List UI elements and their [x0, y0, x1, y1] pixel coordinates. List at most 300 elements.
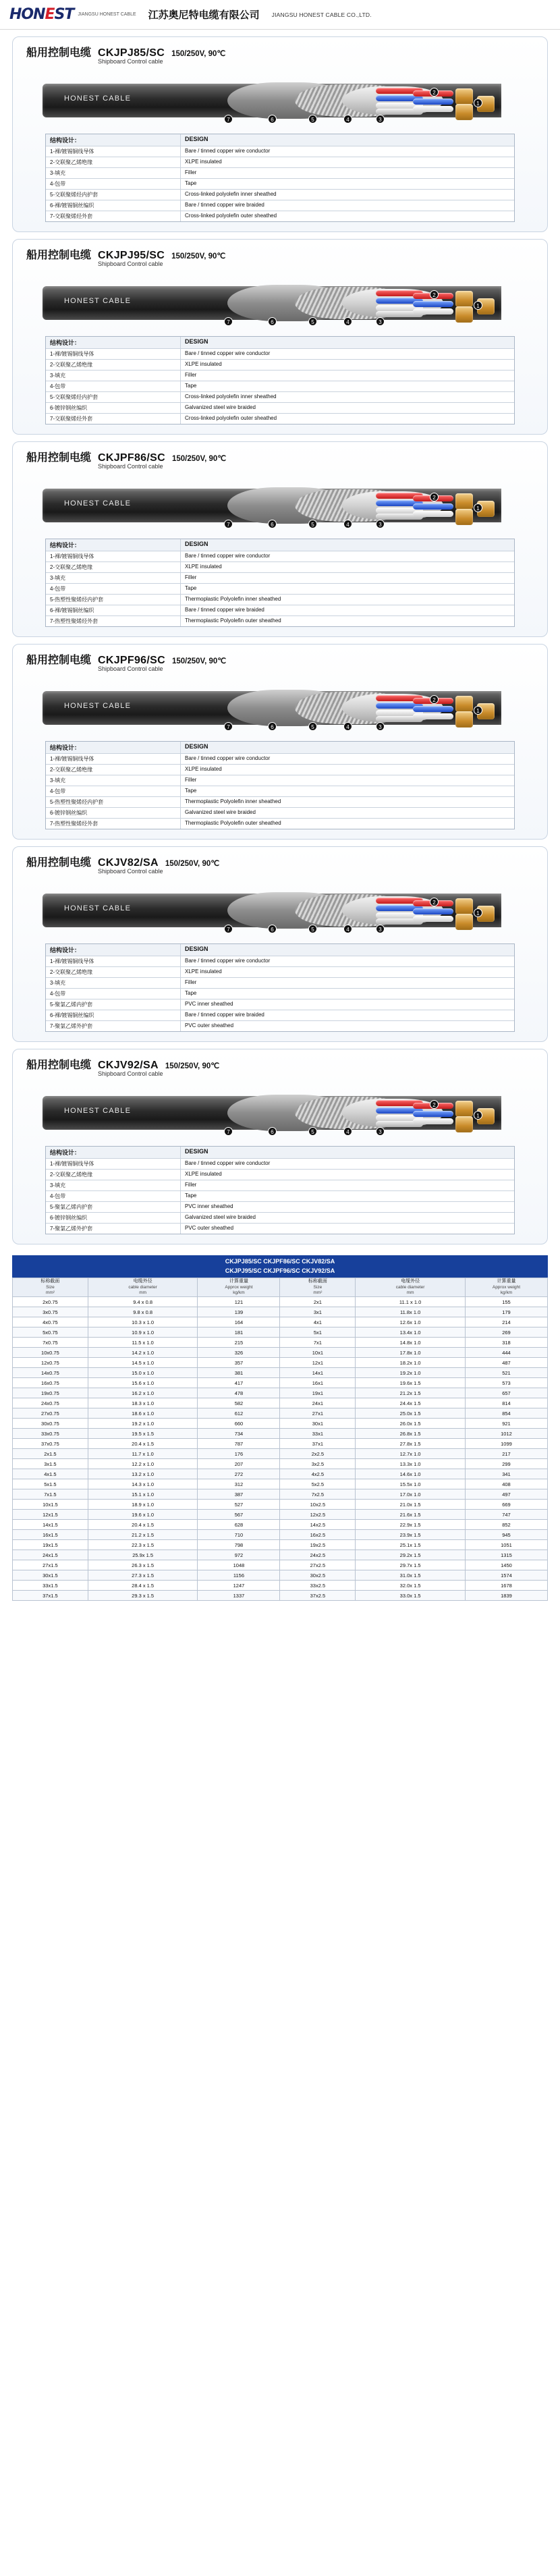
design-label-en: Tape — [185, 1193, 197, 1199]
design-row — [46, 179, 514, 190]
cell-diameter-right: 23.9x 1.5 — [356, 1530, 466, 1540]
cell-size-left: 30x1.5 — [13, 1570, 88, 1581]
design-label-en: Thermoplastic Polyolefin outer sheathed — [185, 618, 281, 624]
callout-marker-6: 6 — [268, 317, 277, 326]
table-row — [13, 1489, 548, 1500]
callout-marker-6: 6 — [268, 722, 277, 731]
design-label-en: Cross-linked polyolefin inner sheathed — [185, 393, 277, 400]
cell-size-right: 2x2.5 — [280, 1449, 356, 1459]
cell-weight-left: 710 — [198, 1530, 280, 1540]
cell-weight-right: 814 — [465, 1398, 547, 1408]
cell-weight-left: 527 — [198, 1500, 280, 1510]
header-weight-right — [465, 1278, 547, 1297]
design-row — [46, 978, 514, 989]
design-row — [46, 786, 514, 797]
design-row — [46, 211, 514, 221]
design-label-cn: 1-裸/镀锡铜线导体 — [46, 349, 181, 359]
cell-size-right: 7x1 — [280, 1338, 356, 1348]
cell-size-right: 10x1 — [280, 1348, 356, 1358]
cell-size-left: 12x0.75 — [13, 1358, 88, 1368]
copper-conductor — [455, 493, 473, 510]
copper-conductor — [455, 509, 473, 525]
header-size-unit: mm² — [45, 1290, 55, 1295]
design-label-en: Thermoplastic Polyolefin inner sheathed — [185, 798, 281, 804]
header-weight-cn-2: 计算重量 — [497, 1279, 516, 1284]
header-dia-en: cable diameter — [128, 1284, 157, 1290]
cell-size-right: 37x1 — [280, 1439, 356, 1449]
cell-weight-right: 299 — [465, 1459, 547, 1469]
product-model: CKJPJ95/SC — [98, 250, 165, 261]
banner-line-1: CKJPJ85/SC CKJPF86/SC CKJV82/SA — [225, 1258, 335, 1265]
design-label-cn: 3-填充 — [46, 1180, 181, 1190]
design-row — [46, 765, 514, 775]
design-row — [46, 1170, 514, 1180]
design-label-cn: 6-镀锌钢丝编织 — [46, 403, 181, 413]
cell-diameter-left: 18.9 x 1.0 — [88, 1500, 198, 1510]
cell-weight-left: 121 — [198, 1297, 280, 1307]
header-weight-left — [198, 1278, 280, 1297]
cell-size-left: 27x0.75 — [13, 1408, 88, 1419]
cell-diameter-left: 29.3 x 1.5 — [88, 1591, 198, 1601]
product-card — [12, 239, 548, 435]
callout-marker-2: 2 — [430, 88, 439, 97]
cable-illustration — [25, 271, 535, 333]
copper-conductor — [455, 1101, 473, 1117]
design-label-cn: 4-包带 — [46, 989, 181, 999]
design-label-en: PVC outer sheathed — [185, 1022, 234, 1029]
cell-size-left: 4x1.5 — [13, 1469, 88, 1479]
table-row — [13, 1449, 548, 1459]
cell-size-right: 5x2.5 — [280, 1479, 356, 1489]
cell-diameter-right: 25.1x 1.5 — [356, 1540, 466, 1550]
design-header-row — [46, 337, 514, 349]
cell-diameter-left: 25.9x 1.5 — [88, 1550, 198, 1560]
cell-weight-left: 628 — [198, 1520, 280, 1530]
cell-weight-left: 312 — [198, 1479, 280, 1489]
cable-brand-print: HONEST CABLE — [64, 297, 132, 305]
design-header-en: DESIGN — [185, 946, 208, 952]
cell-diameter-left: 15.0 x 1.0 — [88, 1368, 198, 1378]
product-spec: 150/250V, 90℃ — [171, 657, 227, 665]
cable-core — [413, 706, 453, 712]
product-title-cn: 船用控制电缆 — [26, 857, 92, 869]
design-label-cn: 6-镀锌钢丝编织 — [46, 808, 181, 818]
cable-brand-print: HONEST CABLE — [64, 904, 132, 912]
callout-marker-5: 5 — [308, 520, 317, 528]
cell-diameter-right: 12.6x 1.0 — [356, 1317, 466, 1327]
design-label-en: Filler — [185, 1182, 197, 1188]
design-label-en: Cross-linked polyolefin outer sheathed — [185, 213, 277, 219]
cable-core — [413, 99, 453, 105]
cell-diameter-right: 18.2x 1.0 — [356, 1358, 466, 1368]
design-label-en: Filler — [185, 574, 197, 580]
cell-diameter-left: 12.2 x 1.0 — [88, 1459, 198, 1469]
header-size-right — [280, 1278, 356, 1297]
cell-size-left: 7x0.75 — [13, 1338, 88, 1348]
callout-marker-4: 4 — [343, 317, 352, 326]
design-table — [45, 1146, 515, 1234]
design-label-en: XLPE insulated — [185, 1171, 222, 1177]
cable-cores — [376, 289, 504, 317]
copper-conductor — [455, 898, 473, 914]
header-diameter-right — [356, 1278, 466, 1297]
header-weight-unit-2: kg/km — [500, 1290, 513, 1295]
cell-size-left: 19x0.75 — [13, 1388, 88, 1398]
cell-diameter-right: 22.9x 1.5 — [356, 1520, 466, 1530]
table-row — [13, 1520, 548, 1530]
design-label-en: Bare / tinned copper wire braided — [185, 1012, 264, 1018]
table-row — [13, 1469, 548, 1479]
cell-size-right: 24x1 — [280, 1398, 356, 1408]
cell-diameter-right: 31.0x 1.5 — [356, 1570, 466, 1581]
callout-marker-7: 7 — [224, 1127, 233, 1136]
design-row — [46, 573, 514, 584]
design-label-en: Galvanized steel wire braided — [185, 404, 256, 410]
copper-conductor — [455, 914, 473, 930]
cell-weight-right: 747 — [465, 1510, 547, 1520]
cell-size-left: 30x0.75 — [13, 1419, 88, 1429]
design-row — [46, 146, 514, 157]
product-title-en: Shipboard Control cable — [98, 868, 163, 875]
callout-marker-7: 7 — [224, 520, 233, 528]
design-table — [45, 336, 515, 424]
table-row — [13, 1510, 548, 1520]
cell-diameter-left: 14.3 x 1.0 — [88, 1479, 198, 1489]
cell-diameter-right: 29.7x 1.5 — [356, 1560, 466, 1570]
cell-size-left: 5x0.75 — [13, 1327, 88, 1338]
product-card — [12, 644, 548, 840]
design-row — [46, 360, 514, 371]
design-label-cn: 1-裸/镀锡铜线导体 — [46, 1159, 181, 1169]
cell-diameter-left: 18.6 x 1.0 — [88, 1408, 198, 1419]
cell-diameter-left: 19.2 x 1.0 — [88, 1419, 198, 1429]
cell-diameter-right: 27.8x 1.5 — [356, 1439, 466, 1449]
cell-size-left: 24x0.75 — [13, 1398, 88, 1408]
callout-marker-4: 4 — [343, 925, 352, 933]
cell-diameter-right: 32.0x 1.5 — [356, 1581, 466, 1591]
cell-weight-left: 181 — [198, 1327, 280, 1338]
design-row — [46, 754, 514, 765]
company-logo — [9, 6, 136, 23]
design-label-cn: 4-包带 — [46, 179, 181, 189]
cell-size-right: 3x2.5 — [280, 1459, 356, 1469]
callout-marker-2: 2 — [430, 493, 439, 501]
cell-weight-right: 269 — [465, 1327, 547, 1338]
cell-size-right: 3x1 — [280, 1307, 356, 1317]
header-size-en-2: Size — [313, 1284, 323, 1290]
design-label-cn: 5-交联聚烯烃内护套 — [46, 190, 181, 200]
header-size-unit-2: mm² — [313, 1290, 323, 1295]
design-label-en: Tape — [185, 788, 197, 794]
cell-weight-left: 387 — [198, 1489, 280, 1500]
design-label-cn: 7-热塑性聚烯烃外套 — [46, 819, 181, 829]
design-row — [46, 819, 514, 829]
cable-core — [413, 511, 453, 517]
cable-core — [413, 503, 453, 510]
company-name-en: JIANGSU HONEST CABLE CO.,LTD. — [271, 11, 372, 18]
cell-diameter-right: 24.4x 1.5 — [356, 1398, 466, 1408]
cell-weight-left: 1337 — [198, 1591, 280, 1601]
design-row — [46, 956, 514, 967]
design-label-en: Cross-linked polyolefin outer sheathed — [185, 415, 277, 421]
callout-marker-1: 1 — [474, 908, 482, 917]
product-title-cn: 船用控制电缆 — [26, 452, 92, 464]
design-label-en: Bare / tinned copper wire conductor — [185, 1160, 271, 1166]
product-card — [12, 846, 548, 1042]
design-label-cn: 7-交联聚烯烃外套 — [46, 414, 181, 424]
cell-diameter-left: 21.2 x 1.5 — [88, 1530, 198, 1540]
cell-size-left: 33x0.75 — [13, 1429, 88, 1439]
cable-core — [413, 301, 453, 307]
cell-weight-left: 417 — [198, 1378, 280, 1388]
cell-size-right: 37x2.5 — [280, 1591, 356, 1601]
design-header-en: DESIGN — [185, 743, 208, 750]
cable-brand-print: HONEST CABLE — [64, 702, 132, 710]
cell-diameter-right: 15.5x 1.0 — [356, 1479, 466, 1489]
header-size-left — [13, 1278, 88, 1297]
design-label-cn: 7-交联聚烯烃外套 — [46, 211, 181, 221]
table-row — [13, 1327, 548, 1338]
design-row — [46, 797, 514, 808]
design-label-cn: 7-聚氯乙烯外护套 — [46, 1224, 181, 1234]
design-label-en: XLPE insulated — [185, 564, 222, 570]
cell-diameter-left: 11.7 x 1.0 — [88, 1449, 198, 1459]
cell-diameter-right: 13.4x 1.0 — [356, 1327, 466, 1338]
design-label-cn: 5-聚氯乙烯内护套 — [46, 999, 181, 1010]
banner-line-2: CKJPJ95/SC CKJPF96/SC CKJV92/SA — [225, 1267, 335, 1274]
product-title-en: Shipboard Control cable — [98, 463, 163, 470]
design-table — [45, 134, 515, 222]
copper-conductor — [455, 88, 473, 105]
design-row — [46, 349, 514, 360]
cell-weight-right: 1099 — [465, 1439, 547, 1449]
table-row — [13, 1368, 548, 1378]
table-row — [13, 1429, 548, 1439]
cell-weight-right: 1051 — [465, 1540, 547, 1550]
logo-subtext: JIANGSU HONEST CABLE — [78, 11, 136, 17]
cell-diameter-left: 9.8 x 0.8 — [88, 1307, 198, 1317]
cable-illustration — [25, 69, 535, 131]
cell-size-left: 14x1.5 — [13, 1520, 88, 1530]
design-row — [46, 595, 514, 605]
header-weight-cn: 计算重量 — [229, 1279, 248, 1284]
design-label-en: Tape — [185, 585, 197, 591]
product-title-row — [22, 44, 538, 59]
product-title-en: Shipboard Control cable — [98, 261, 163, 267]
cell-diameter-left: 9.4 x 0.8 — [88, 1297, 198, 1307]
header-weight-unit: kg/km — [233, 1290, 245, 1295]
design-label-en: Thermoplastic Polyolefin outer sheathed — [185, 820, 281, 826]
design-label-cn: 3-填充 — [46, 978, 181, 988]
cell-diameter-left: 15.6 x 1.0 — [88, 1378, 198, 1388]
design-label-cn: 2-交联聚乙烯绝缘 — [46, 157, 181, 167]
callout-marker-1: 1 — [474, 99, 482, 107]
product-title-row — [22, 449, 538, 464]
design-header-cn: 结构设计： — [46, 944, 181, 956]
cell-weight-right: 657 — [465, 1388, 547, 1398]
design-label-en: Bare / tinned copper wire conductor — [185, 958, 271, 964]
callout-marker-5: 5 — [308, 317, 317, 326]
cell-diameter-left: 26.3 x 1.5 — [88, 1560, 198, 1570]
design-label-cn: 5-聚氯乙烯内护套 — [46, 1202, 181, 1212]
header-dia-cn: 电缆外径 — [133, 1279, 152, 1284]
table-row — [13, 1338, 548, 1348]
design-header-row — [46, 1147, 514, 1159]
product-title-row — [22, 246, 538, 262]
header-dia-unit: mm — [139, 1290, 147, 1295]
design-row — [46, 605, 514, 616]
cable-core — [413, 908, 453, 914]
cell-weight-right: 1839 — [465, 1591, 547, 1601]
header-diameter-left — [88, 1278, 198, 1297]
design-label-cn: 6-裸/镀锡铜丝编织 — [46, 200, 181, 211]
design-label-cn: 3-填充 — [46, 573, 181, 583]
copper-conductor — [455, 1116, 473, 1132]
design-label-cn: 1-裸/镀锡铜线导体 — [46, 956, 181, 966]
cable-illustration — [25, 1081, 535, 1143]
cell-size-left: 19x1.5 — [13, 1540, 88, 1550]
cable-brand-print: HONEST CABLE — [64, 499, 132, 508]
design-row — [46, 1159, 514, 1170]
design-row — [46, 1010, 514, 1021]
design-label-en: Bare / tinned copper wire conductor — [185, 350, 271, 356]
design-label-cn: 4-包带 — [46, 584, 181, 594]
cell-weight-right: 1012 — [465, 1429, 547, 1439]
cell-weight-right: 444 — [465, 1348, 547, 1358]
table-row — [13, 1550, 548, 1560]
cell-weight-left: 357 — [198, 1358, 280, 1368]
logo-mark: HONEST — [9, 6, 74, 23]
cell-size-right: 24x2.5 — [280, 1550, 356, 1560]
cell-diameter-left: 18.3 x 1.0 — [88, 1398, 198, 1408]
cell-weight-left: 567 — [198, 1510, 280, 1520]
cell-weight-left: 1048 — [198, 1560, 280, 1570]
design-row — [46, 562, 514, 573]
callout-marker-4: 4 — [343, 520, 352, 528]
cell-weight-right: 921 — [465, 1419, 547, 1429]
cell-weight-left: 1156 — [198, 1570, 280, 1581]
cell-size-right: 33x1 — [280, 1429, 356, 1439]
product-card — [12, 36, 548, 232]
cable-core — [413, 106, 453, 112]
company-name-cn: 江苏奥尼特电缆有限公司 — [148, 9, 260, 21]
product-title-en: Shipboard Control cable — [98, 665, 163, 672]
cell-size-right: 10x2.5 — [280, 1500, 356, 1510]
spec-table-section — [12, 1255, 548, 1601]
callout-marker-3: 3 — [376, 317, 385, 326]
design-label-cn: 6-裸/镀锡铜丝编织 — [46, 605, 181, 615]
cell-size-left: 33x1.5 — [13, 1581, 88, 1591]
product-card — [12, 441, 548, 637]
cell-size-left: 4x0.75 — [13, 1317, 88, 1327]
cell-size-right: 12x1 — [280, 1358, 356, 1368]
spec-table-body — [13, 1297, 548, 1601]
design-row — [46, 1180, 514, 1191]
design-label-cn: 4-包带 — [46, 381, 181, 391]
cable-core — [413, 916, 453, 922]
table-row — [13, 1307, 548, 1317]
cell-size-right: 7x2.5 — [280, 1489, 356, 1500]
cell-diameter-left: 14.2 x 1.0 — [88, 1348, 198, 1358]
cell-diameter-left: 20.4 x 1.5 — [88, 1520, 198, 1530]
cell-size-right: 2x1 — [280, 1297, 356, 1307]
callout-marker-2: 2 — [430, 1100, 439, 1109]
cell-size-left: 10x1.5 — [13, 1500, 88, 1510]
cell-size-left: 5x1.5 — [13, 1479, 88, 1489]
callout-marker-7: 7 — [224, 115, 233, 124]
product-spec: 150/250V, 90℃ — [171, 252, 226, 261]
callout-marker-4: 4 — [343, 722, 352, 731]
design-label-en: Thermoplastic Polyolefin inner sheathed — [185, 596, 281, 602]
design-label-cn: 5-热塑性聚烯烃内护套 — [46, 797, 181, 807]
design-label-cn: 2-交联聚乙烯绝缘 — [46, 360, 181, 370]
cell-diameter-left: 19.6 x 1.0 — [88, 1510, 198, 1520]
spec-table — [12, 1278, 548, 1601]
design-row — [46, 381, 514, 392]
callout-marker-3: 3 — [376, 722, 385, 731]
cell-weight-left: 139 — [198, 1307, 280, 1317]
cell-size-left: 16x0.75 — [13, 1378, 88, 1388]
cell-size-left: 2x1.5 — [13, 1449, 88, 1459]
cell-diameter-left: 13.2 x 1.0 — [88, 1469, 198, 1479]
product-spec: 150/250V, 90℃ — [165, 1062, 220, 1070]
product-model: CKJPF96/SC — [98, 655, 165, 666]
cell-size-right: 27x2.5 — [280, 1560, 356, 1570]
product-spec: 150/250V, 90℃ — [171, 50, 226, 58]
cell-diameter-left: 28.4 x 1.5 — [88, 1581, 198, 1591]
design-row — [46, 392, 514, 403]
design-row — [46, 200, 514, 211]
design-label-en: XLPE insulated — [185, 968, 222, 975]
design-header-row — [46, 742, 514, 754]
cell-weight-left: 582 — [198, 1398, 280, 1408]
design-label-en: Filler — [185, 777, 197, 783]
product-model: CKJV82/SA — [98, 857, 159, 869]
spec-table-banner — [12, 1255, 548, 1278]
cell-size-left: 7x1.5 — [13, 1489, 88, 1500]
table-row — [13, 1581, 548, 1591]
cell-diameter-right: 26.8x 1.5 — [356, 1429, 466, 1439]
design-label-cn: 6-裸/镀锡铜丝编织 — [46, 1010, 181, 1020]
callout-marker-1: 1 — [474, 503, 482, 512]
design-row — [46, 967, 514, 978]
design-label-cn: 6-镀锌钢丝编织 — [46, 1213, 181, 1223]
product-title-row — [22, 1056, 538, 1072]
design-label-en: PVC outer sheathed — [185, 1225, 234, 1231]
header-weight-en: Approx weight — [225, 1284, 253, 1290]
design-row — [46, 190, 514, 200]
design-label-cn: 5-交联聚烯烃内护套 — [46, 392, 181, 402]
design-row — [46, 414, 514, 424]
design-row — [46, 616, 514, 626]
design-label-cn: 2-交联聚乙烯绝缘 — [46, 765, 181, 775]
table-row — [13, 1358, 548, 1368]
header-dia-cn-2: 电缆外径 — [401, 1279, 420, 1284]
callout-marker-5: 5 — [308, 1127, 317, 1136]
cell-weight-right: 408 — [465, 1479, 547, 1489]
design-label-cn: 1-裸/镀锡铜线导体 — [46, 754, 181, 764]
cell-diameter-right: 11.1 x 1.0 — [356, 1297, 466, 1307]
callout-marker-5: 5 — [308, 722, 317, 731]
cell-diameter-left: 15.1 x 1.0 — [88, 1489, 198, 1500]
product-card — [12, 1049, 548, 1244]
callout-marker-5: 5 — [308, 925, 317, 933]
table-row — [13, 1530, 548, 1540]
cell-size-right: 14x2.5 — [280, 1520, 356, 1530]
table-row — [13, 1398, 548, 1408]
cell-size-left: 12x1.5 — [13, 1510, 88, 1520]
cell-diameter-right: 21.2x 1.5 — [356, 1388, 466, 1398]
